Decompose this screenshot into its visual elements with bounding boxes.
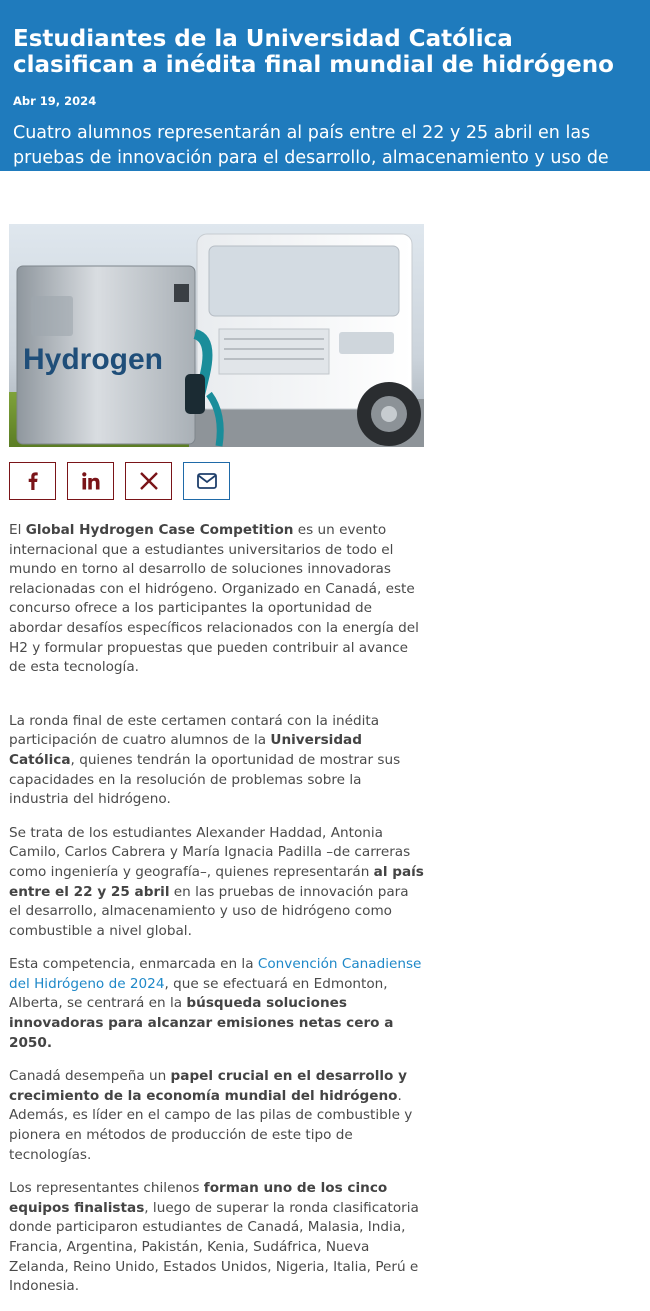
pump-graphic [17,266,220,446]
paragraph-6: Los representantes chilenos forman uno de los cinco equipos finalistas, luego de superar la ronda clasificatoria donde participaron estudiantes de Canadá, Malasia, India, Francia, Argentina, Pakistán, Kenia, Sudáfrica, Nueva Zelanda, Reino Unido, Estados Unidos, Nigeria, Italia, Perú e Indonesia. [9,1180,419,1295]
convention-link[interactable]: Convención Canadiense del Hidrógeno de 2024 [9,956,422,992]
share-facebook-button[interactable] [9,462,56,500]
x-icon [140,472,158,490]
share-x-button[interactable] [125,462,172,500]
hero-image [9,224,424,447]
share-email-button[interactable] [183,462,230,500]
paragraph-2: La ronda final de este certamen contará con la inédita participación de cuatro alumnos de la Universidad Católica, quienes tendrán la oportunidad de mostrar sus capacidades en la resolución de problemas sobre la industria del hidrógeno. [9,712,401,808]
paragraph-3: Se trata de los estudiantes Alexander Haddad, Antonia Camilo, Carlos Cabrera y María Ignacia Padilla –de carreras como ingeniería y geografía–, quienes representarán al país entre el 22 y 25 abril en las pruebas de innovación para el desarrollo, almacenamiento y uso de hidrógeno como combustible a nivel global. [9,824,424,939]
facebook-icon [25,472,41,490]
email-icon [197,473,217,489]
article-date: Abr 19, 2024 [13,94,97,108]
share-bar [9,462,230,500]
article-title: Estudiantes de la Universidad Católica clasifican a inédita final mundial de hidrógeno [13,26,614,78]
paragraph-5: Canadá desempeña un papel crucial en el desarrollo y crecimiento de la economía mundial del hidrógeno. Además, es líder en el campo de las pilas de combustible y pionera en métodos de producción de este tipo de tecnologías. [9,1068,413,1163]
article-body [9,521,424,1311]
hero-label: Hydrogen [23,343,164,376]
article-lead: Cuatro alumnos representarán al país entre el 22 y 25 abril en las pruebas de innovación para el desarrollo, almacenamiento y uso de H2 como combustible. [13,123,609,193]
linkedin-icon [82,472,100,490]
paragraph-4: Esta competencia, enmarcada en la Convención Canadiense del Hidrógeno de 2024, que se efectuará en Edmonton, Alberta, se centrará en la búsqueda soluciones innovadoras para alcanzar emisiones netas cero a 2050. [9,956,422,1051]
share-linkedin-button[interactable] [67,462,114,500]
paragraph-1: El Global Hydrogen Case Competition es un evento internacional que a estudiantes universitarios de todo el mundo en torno al desarrollo de soluciones innovadoras relacionadas con el hidrógeno. Organizado en Canadá, este concurso ofrece a los participantes la oportunidad de abordar desafíos específicos relacionados con la energía del H2 y formular propuestas que pueden contribuir al avance de esta tecnología. [9,522,419,676]
article-header [0,0,650,193]
